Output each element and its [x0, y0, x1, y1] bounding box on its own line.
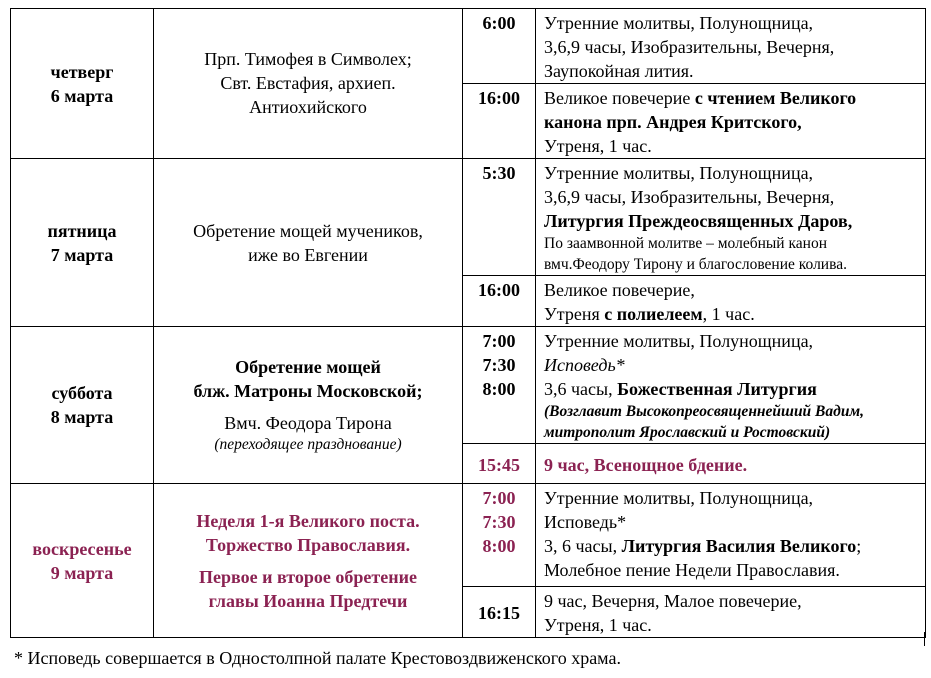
service-cell: [536, 9, 926, 84]
day-cell: [11, 327, 154, 484]
service-line: 3,6,9 часы, Изобразительны, Вечерня,: [544, 187, 835, 207]
time-cell: 15:45: [463, 444, 536, 484]
table-row: [11, 327, 926, 444]
day-date: 6 марта: [50, 85, 114, 106]
service-line: [544, 86, 921, 110]
service-text: Утреня: [544, 304, 605, 324]
feast-line: Первое и второе обретение: [199, 566, 417, 587]
service-text: ;: [856, 536, 862, 556]
service-text-bold: Божественная Литургия: [617, 379, 817, 399]
service-note: вмч.Феодору Тирону и благословение колива.: [544, 256, 847, 273]
service-line: [544, 377, 921, 401]
time-cell: 16:15: [463, 587, 536, 638]
service-line: Утреня, 1 час.: [544, 136, 652, 156]
service-note: (Возглавит Высокопреосвященнейший Вадим,: [544, 403, 864, 420]
feast-cell: [154, 327, 463, 484]
feast-cell: [154, 159, 463, 327]
time-cell: [463, 484, 536, 587]
service-line: Молебное пение Недели Православия.: [544, 560, 840, 580]
service-cell: [536, 84, 926, 159]
day-name: воскресенье: [32, 538, 132, 559]
service-line: Исповедь*: [544, 355, 625, 375]
time-value: 7:30: [482, 512, 516, 532]
service-line: Литургия Преждеосвященных Даров,: [544, 211, 853, 231]
schedule-table: [10, 8, 926, 638]
day-cell: [11, 159, 154, 327]
service-text: 3,6 часы,: [544, 379, 618, 399]
service-text-bold: Литургия Василия Великого: [621, 536, 857, 556]
feast-cell: [154, 484, 463, 638]
service-line: Утренние молитвы, Полунощница,: [544, 488, 814, 508]
service-line: Заупокойная лития.: [544, 61, 694, 81]
service-line: [544, 534, 921, 558]
time-value: 8:00: [482, 379, 516, 399]
service-line: Утренние молитвы, Полунощница,: [544, 13, 814, 33]
service-cell: [536, 327, 926, 444]
service-text-bold: с чтением Великого: [694, 88, 857, 108]
day-name: пятница: [47, 220, 117, 241]
service-cell: [536, 276, 926, 327]
service-line: Утренние молитвы, Полунощница,: [544, 331, 814, 351]
time-value: 7:00: [482, 488, 516, 508]
feast-line: Неделя 1-я Великого поста.: [196, 510, 420, 531]
service-line: Исповедь*: [544, 512, 627, 532]
service-line: Утреня, 1 час.: [544, 615, 652, 635]
day-name: суббота: [51, 383, 113, 403]
table-edge-mark: [924, 632, 925, 646]
service-text: Великое повечерие: [544, 88, 695, 108]
feast-line: Прп. Тимофея в Символех;: [204, 49, 412, 69]
day-date: 8 марта: [50, 407, 114, 427]
time-value: 7:00: [482, 331, 516, 351]
service-cell: [536, 587, 926, 638]
service-line: 9 час, Вечерня, Малое повечерие,: [544, 591, 802, 611]
time-cell: 5:30: [463, 159, 536, 276]
service-text-bold: с полиелеем: [604, 304, 703, 324]
feast-line: Свт. Евстафия, архиеп.: [220, 73, 396, 93]
feast-line: иже во Евгении: [248, 244, 368, 265]
day-cell: [11, 484, 154, 638]
service-text: , 1 час.: [702, 304, 755, 324]
feast-line: блж. Матроны Московской;: [193, 381, 423, 401]
day-date: 7 марта: [50, 244, 114, 265]
time-cell: [463, 327, 536, 444]
table-row: [11, 9, 926, 84]
service-text: 3, 6 часы,: [544, 536, 622, 556]
feast-line: Обретение мощей мучеников,: [193, 220, 423, 241]
service-line: 3,6,9 часы, Изобразительны, Вечерня,: [544, 37, 835, 57]
feast-spacer: [160, 557, 456, 565]
service-cell: [536, 159, 926, 276]
time-value: 7:30: [482, 355, 516, 375]
time-cell: 6:00: [463, 9, 536, 84]
feast-line: Торжество Православия.: [205, 534, 411, 555]
day-name: четверг: [50, 61, 114, 82]
time-cell: 16:00: [463, 276, 536, 327]
service-line: Утренние молитвы, Полунощница,: [544, 163, 814, 183]
feast-note: (переходящее празднование): [214, 436, 402, 453]
feast-cell: [154, 9, 463, 159]
feast-line: главы Иоанна Предтечи: [208, 590, 408, 611]
footnote: * Исповедь совершается в Одностолпной палате Крестовоздвиженского храма.: [14, 648, 621, 668]
day-cell: [11, 9, 154, 159]
time-cell: 16:00: [463, 84, 536, 159]
table-row: [11, 484, 926, 587]
table-row: [11, 159, 926, 276]
feast-line: Обретение мощей: [235, 357, 381, 377]
service-line: Великое повечерие,: [544, 280, 695, 300]
service-line: [544, 302, 921, 326]
service-note: По заамвонной молитве – молебный канон: [544, 235, 827, 252]
day-date: 9 марта: [50, 562, 114, 583]
feast-line: Антиохийского: [249, 97, 367, 117]
service-line: канона прп. Андрея Критского,: [544, 112, 802, 132]
feast-line: Вмч. Феодора Тирона: [224, 413, 392, 433]
service-cell: 9 час, Всенощное бдение.: [536, 444, 926, 484]
service-note: митрополит Ярославский и Ростовский): [544, 424, 831, 441]
service-cell: [536, 484, 926, 587]
time-value: 8:00: [482, 536, 516, 556]
